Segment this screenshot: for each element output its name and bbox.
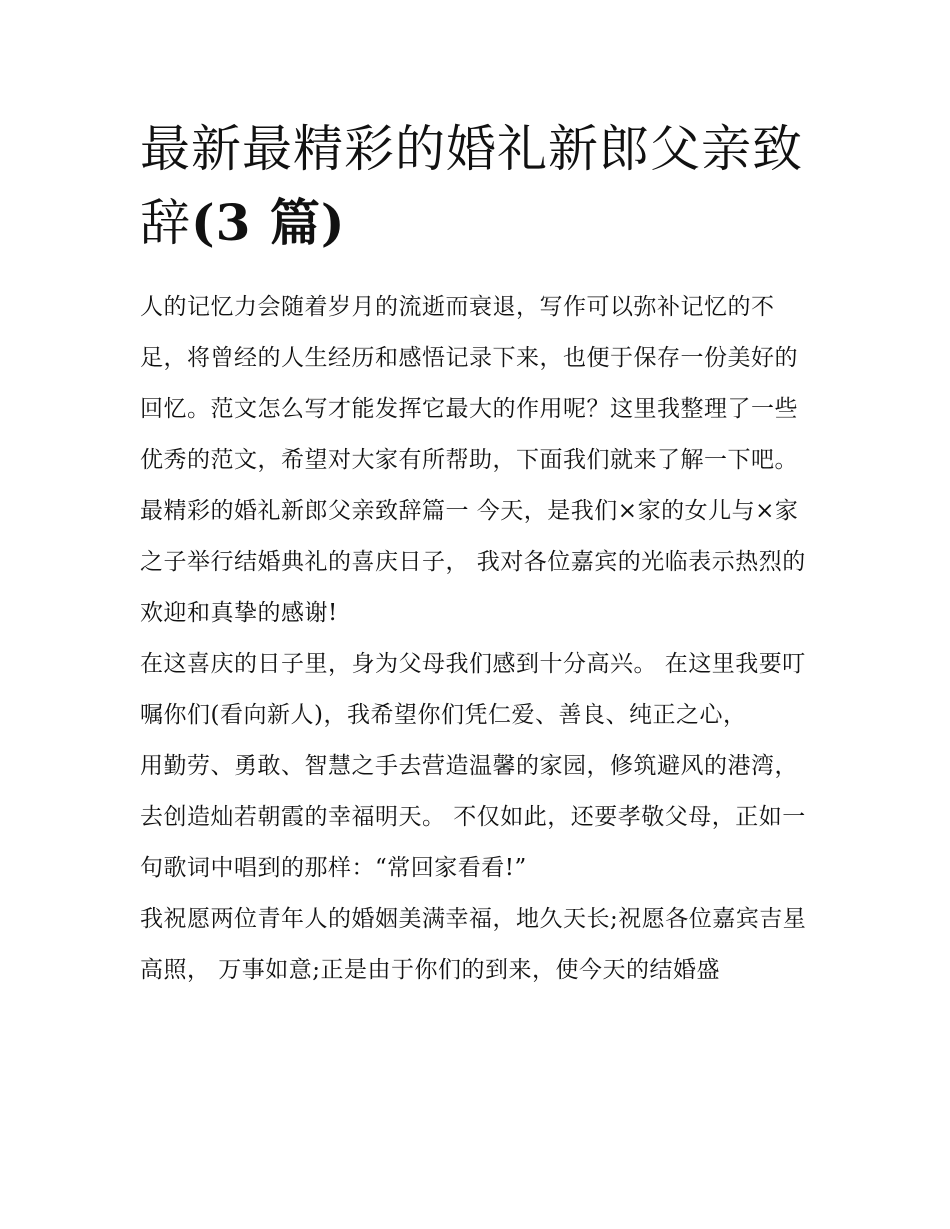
document-page <box>140 112 820 996</box>
speech-paragraph-2: 在这喜庆的日子里，身为父母我们感到十分高兴。 在这里我要叮嘱你们(看向新人)，我希望你们凭仁爱、善良、纯正之心， <box>140 651 806 728</box>
title-count-text: (3 篇) <box>191 193 346 252</box>
speech-paragraph-4: 我祝愿两位青年人的婚姻美满幸福，地久天长;祝愿各位嘉宾吉星高照， 万事如意;正是由于你们的到来，使今天的结婚盛 <box>140 906 807 983</box>
document-title <box>140 112 820 260</box>
speech-paragraph-1: 最精彩的婚礼新郎父亲致辞篇一 今天，是我们×家的女儿与×家之子举行结婚典礼的喜庆日子， 我对各位嘉宾的光临表示热烈的欢迎和真挚的感谢! <box>140 498 806 626</box>
title-main-text: 最新最精彩的婚礼新郎父亲致辞 <box>140 120 803 252</box>
speech-paragraph-3: 用勤劳、勇敢、智慧之手去营造温馨的家园，修筑避风的港湾， 去创造灿若朝霞的幸福明天。 不仅如此，还要孝敬父母，正如一句歌词中唱到的那样：“常回家看看!” <box>140 753 806 881</box>
intro-paragraph: 人的记忆力会随着岁月的流逝而衰退，写作可以弥补记忆的不足，将曾经的人生经历和感悟记录下来，也便于保存一份美好的回忆。范文怎么写才能发挥它最大的作用呢？这里我整理了一些优秀的范文，希望对大家有所帮助，下面我们就来了解一下吧。 <box>140 294 798 473</box>
